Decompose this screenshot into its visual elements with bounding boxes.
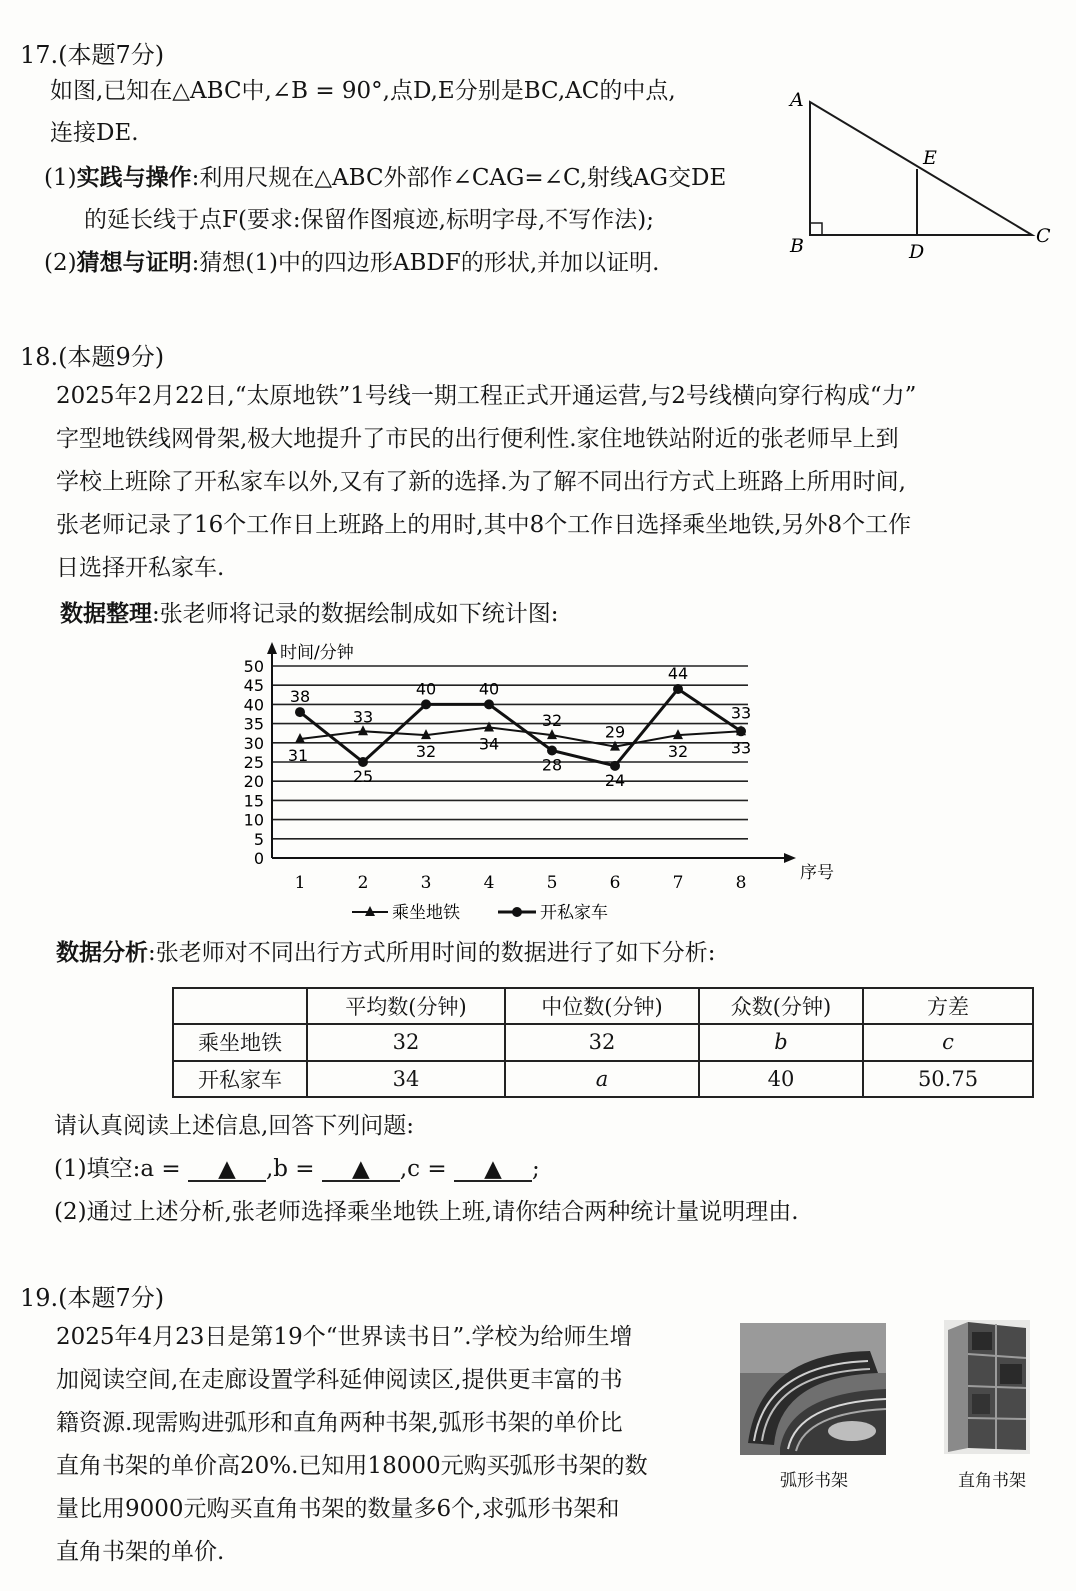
q17-part2 bbox=[44, 240, 659, 286]
x-tick-label: 2 bbox=[357, 873, 369, 893]
table-header-cell: 众数(分钟) bbox=[699, 988, 863, 1024]
table-row bbox=[173, 1024, 1033, 1060]
q18-line-4: 张老师记录了16个工作日上班路上的用时,其中8个工作日选择乘坐地铁,另外8个工作 bbox=[56, 512, 912, 538]
blank-a: ▲ bbox=[188, 1158, 266, 1182]
legend-car-marker bbox=[512, 907, 522, 917]
curved-bookshelf-photo bbox=[740, 1323, 886, 1455]
metro-data-label: 32 bbox=[415, 742, 437, 762]
table-header-cell: 中位数(分钟) bbox=[505, 988, 699, 1024]
x-tick-label: 5 bbox=[546, 873, 558, 893]
label-d: D bbox=[909, 241, 925, 263]
car-point bbox=[547, 745, 557, 755]
car-data-label: 33 bbox=[730, 703, 752, 723]
x-tick-label: 1 bbox=[294, 873, 306, 893]
table-cell: b bbox=[699, 1024, 863, 1060]
q19-line-4: 直角书架的单价高20%.已知用18000元购买弧形书架的数 bbox=[56, 1453, 648, 1479]
fill-c: ,c = bbox=[399, 1156, 447, 1182]
q18-data-analysis-label: 数据分析 bbox=[56, 940, 148, 966]
table-cell: 32 bbox=[307, 1024, 505, 1060]
label-a: A bbox=[790, 89, 804, 111]
line-chart bbox=[230, 640, 840, 930]
y-tick-label: 15 bbox=[243, 791, 264, 811]
q18-data-org-text: :张老师将记录的数据绘制成如下统计图: bbox=[152, 601, 559, 627]
q18-line-2: 字型地铁线网骨架,极大地提升了市民的出行便利性.家住地铁站附近的张老师早上到 bbox=[56, 426, 899, 452]
q18-header: 18.(本题9分) bbox=[20, 343, 165, 371]
table-cell: 50.75 bbox=[863, 1061, 1033, 1097]
table-cell: a bbox=[505, 1061, 699, 1097]
car-point bbox=[295, 707, 305, 717]
table-cell: 34 bbox=[307, 1061, 505, 1097]
q17-part1-text: :利用尺规在△ABC外部作∠CAG=∠C,射线AG交DE bbox=[191, 165, 727, 191]
q18-data-analysis-text: :张老师对不同出行方式所用时间的数据进行了如下分析: bbox=[148, 940, 716, 966]
curved-bookshelf-caption: 弧形书架 bbox=[780, 1471, 848, 1491]
q19-line-5: 量比用9000元购买直角书架的数量多6个,求弧形书架和 bbox=[56, 1496, 620, 1522]
car-data-label: 38 bbox=[289, 687, 311, 707]
label-e: E bbox=[923, 147, 937, 169]
y-tick-label: 25 bbox=[243, 753, 264, 772]
metro-data-label: 32 bbox=[541, 711, 563, 731]
car-data-label: 40 bbox=[478, 679, 500, 699]
blank-c: ▲ bbox=[454, 1158, 532, 1182]
triangle-figure bbox=[770, 80, 1060, 270]
y-tick-label: 35 bbox=[243, 714, 264, 734]
q17-part2-label: 猜想与证明 bbox=[76, 250, 192, 276]
blank-b: ▲ bbox=[322, 1158, 400, 1182]
q17-line1: 如图,已知在△ABC中,∠B = 90°,点D,E分别是BC,AC的中点, bbox=[50, 78, 676, 104]
stats-table bbox=[172, 987, 1034, 1098]
metro-point bbox=[358, 725, 368, 735]
y-axis-title: 时间/分钟 bbox=[280, 643, 354, 663]
q19-header: 19.(本题7分) bbox=[20, 1284, 165, 1312]
q17-part1 bbox=[44, 155, 726, 201]
q18-data-org-label: 数据整理 bbox=[60, 601, 152, 627]
x-tick-label: 4 bbox=[483, 873, 495, 893]
fill-end: ; bbox=[531, 1156, 540, 1182]
q17-header: 17.(本题7分) bbox=[20, 41, 165, 69]
y-tick-label: 40 bbox=[243, 695, 264, 715]
q17-line2: 连接DE. bbox=[50, 120, 139, 146]
car-data-label: 24 bbox=[604, 770, 626, 790]
y-axis-arrow bbox=[267, 642, 277, 654]
q19-line-2: 加阅读空间,在走廊设置学科延伸阅读区,提供更丰富的书 bbox=[56, 1367, 623, 1393]
metro-data-label: 34 bbox=[478, 734, 500, 754]
x-tick-label: 6 bbox=[609, 873, 621, 893]
y-tick-label: 50 bbox=[243, 657, 264, 676]
q18-line-3: 学校上班除了开私家车以外,又有了新的选择.为了解不同出行方式上班路上所用时间, bbox=[56, 469, 906, 495]
car-point bbox=[610, 761, 620, 771]
q17-part2-text: :猜想(1)中的四边形ABDF的形状,并加以证明. bbox=[191, 250, 660, 276]
car-data-label: 25 bbox=[352, 767, 374, 786]
car-point bbox=[358, 757, 368, 767]
car-data-label: 40 bbox=[415, 679, 437, 699]
right-angle-bookshelf-caption: 直角书架 bbox=[958, 1471, 1026, 1491]
q19-line-3: 籍资源.现需购进弧形和直角两种书架,弧形书架的单价比 bbox=[56, 1410, 623, 1436]
q18-fill-line bbox=[54, 1146, 540, 1192]
q17-part1-label: 实践与操作 bbox=[76, 165, 192, 191]
legend-metro-label: 乘坐地铁 bbox=[392, 903, 460, 923]
metro-data-label: 33 bbox=[730, 738, 752, 758]
q17-part1-line2: 的延长线于点F(要求:保留作图痕迹,标明字母,不写作法); bbox=[84, 207, 655, 233]
q19-line-1: 2025年4月23日是第19个“世界读书日”.学校为给师生增 bbox=[56, 1324, 633, 1350]
y-tick-label: 10 bbox=[243, 810, 264, 830]
x-axis-arrow bbox=[784, 853, 796, 863]
q18-line-1: 2025年2月22日,“太原地铁”1号线一期工程正式开通运营,与2号线横向穿行构成“力” bbox=[56, 383, 917, 409]
table-cell: 开私家车 bbox=[173, 1061, 307, 1097]
q18-read-text: 请认真阅读上述信息,回答下列问题: bbox=[54, 1113, 415, 1139]
fill-b: ,b = bbox=[265, 1156, 315, 1182]
car-point bbox=[484, 699, 494, 709]
y-tick-label: 5 bbox=[253, 829, 264, 849]
label-b: B bbox=[790, 235, 804, 257]
q18-line-5: 日选择开私家车. bbox=[56, 555, 225, 581]
q19-line-6: 直角书架的单价. bbox=[56, 1539, 225, 1565]
label-c: C bbox=[1036, 225, 1051, 247]
table-cell: c bbox=[863, 1024, 1033, 1060]
y-tick-label: 30 bbox=[243, 733, 264, 753]
q18-data-org bbox=[60, 591, 559, 637]
x-tick-label: 7 bbox=[672, 873, 684, 893]
car-data-label: 44 bbox=[667, 664, 689, 684]
table-cell: 32 bbox=[505, 1024, 699, 1060]
triangle-abc bbox=[810, 102, 1032, 235]
table-header-row bbox=[173, 988, 1033, 1024]
car-point bbox=[673, 684, 683, 694]
q17-part1-prefix: (1) bbox=[44, 165, 77, 191]
x-tick-label: 8 bbox=[735, 873, 747, 893]
table-header-cell: 平均数(分钟) bbox=[307, 988, 505, 1024]
table-cell: 40 bbox=[699, 1061, 863, 1097]
fill-prefix: (1)填空:a = bbox=[54, 1156, 181, 1182]
x-tick-label: 3 bbox=[420, 873, 432, 893]
q18-data-analysis bbox=[56, 930, 716, 976]
table-header-cell: 方差 bbox=[863, 988, 1033, 1024]
car-point bbox=[736, 726, 746, 736]
right-angle-mark bbox=[810, 223, 822, 235]
table-header-cell bbox=[173, 988, 307, 1024]
q18-part2: (2)通过上述分析,张老师选择乘坐地铁上班,请你结合两种统计量说明理由. bbox=[54, 1199, 799, 1225]
table-cell: 乘坐地铁 bbox=[173, 1024, 307, 1060]
legend-car-label: 开私家车 bbox=[540, 903, 608, 923]
right-angle-bookshelf-photo bbox=[944, 1320, 1030, 1454]
metro-data-label: 31 bbox=[287, 745, 309, 765]
y-tick-label: 45 bbox=[243, 676, 264, 696]
metro-data-label: 33 bbox=[352, 707, 374, 727]
y-tick-label: 20 bbox=[243, 772, 264, 792]
metro-data-label: 32 bbox=[667, 742, 689, 762]
car-data-label: 28 bbox=[541, 755, 563, 775]
q17-part2-prefix: (2) bbox=[44, 250, 77, 276]
y-tick-label: 0 bbox=[253, 849, 264, 868]
x-axis-title: 序号 bbox=[800, 863, 834, 883]
metro-data-label: 29 bbox=[604, 722, 626, 742]
table-row bbox=[173, 1061, 1033, 1097]
car-point bbox=[421, 699, 431, 709]
